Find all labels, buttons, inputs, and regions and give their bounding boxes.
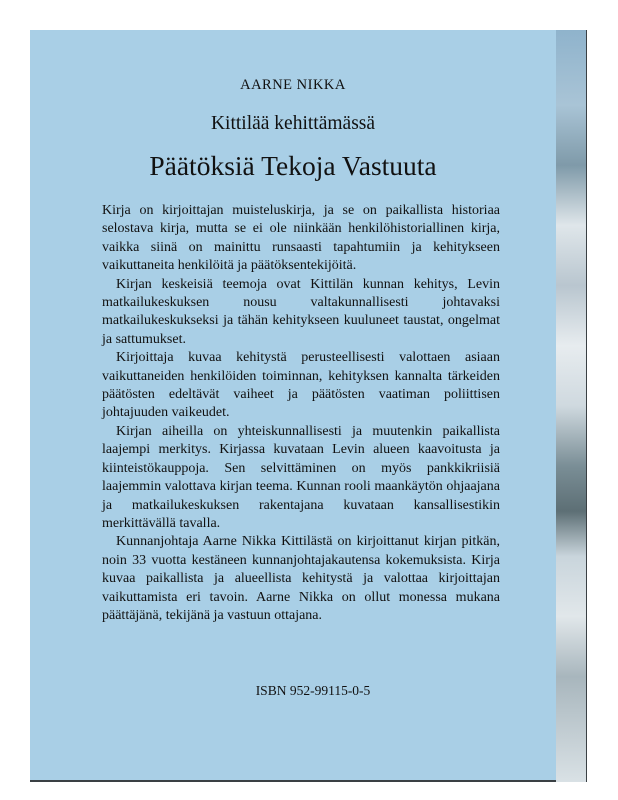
spine-photo-strip xyxy=(556,30,586,782)
blurb-paragraph: Kirja on kirjoittajan muisteluskirja, ja se on paikallista historiaa selostava kirja, mutta se ei ole niinkään henkilöhistoriallinen kirja, vaikka siinä on mainittu runsaasti tapahtumiin ja kehitykseen vaikuttaneita henkilöitä ja päätöksentekijöitä. xyxy=(102,203,500,274)
book-subtitle: Kittilää kehittämässä xyxy=(210,113,376,134)
author-name: AARNE NIKKA xyxy=(240,77,346,93)
blurb-text xyxy=(102,202,500,625)
blurb-paragraph: Kunnanjohtaja Aarne Nikka Kittilästä on kirjoittanut kirjan pitkän, noin 33 vuotta kestäneen kunnanjohtajakautensa kokemuksista. Kirja kuvaa paikallista ja alueellista kehitystä ja valottaa kirjoittajan vaikuttamista eri tavoin. Aarne Nikka on ollut monessa mukana päättäjänä, tekijänä ja vastuun ottajana. xyxy=(102,534,500,623)
isbn-number: ISBN 952-99115-0-5 xyxy=(255,683,371,698)
blurb-paragraph: Kirjan keskeisiä teemoja ovat Kittilän kunnan kehitys, Levin matkailukeskuksen nousu valtakunnallisesti johtavaksi matkailukeskukseksi ja tähän kehitykseen kuuluneet taustat, ongelmat ja sattumukset. xyxy=(102,276,500,347)
book-title: Päätöksiä Tekoja Vastuuta xyxy=(149,150,437,181)
blurb-paragraph: Kirjan aiheilla on yhteiskunnallisesti ja muutenkin paikallista laajempi merkitys. Kirjassa kuvataan Levin alueen kaavoitusta ja kiinteistökauppoja. Sen selvittäminen on myös pankkikriisiä laajemmin valottava kirjan teema. Kunnan rooli maankäytön ohjaajana ja matkailukeskuksen rakentajana kuvataan kansallisestikin merkittävällä tavalla. xyxy=(102,423,500,531)
back-cover xyxy=(30,30,556,780)
blurb-paragraph: Kirjoittaja kuvaa kehitystä perusteellisesti valottaen asiaan vaikuttaneiden henkilöiden toiminnan, kehityksen kannalta tärkeiden päätösten edeltävät vaiheet ja päätösten vaatiman poliittisen johtajuuden vaikeudet. xyxy=(102,350,500,421)
